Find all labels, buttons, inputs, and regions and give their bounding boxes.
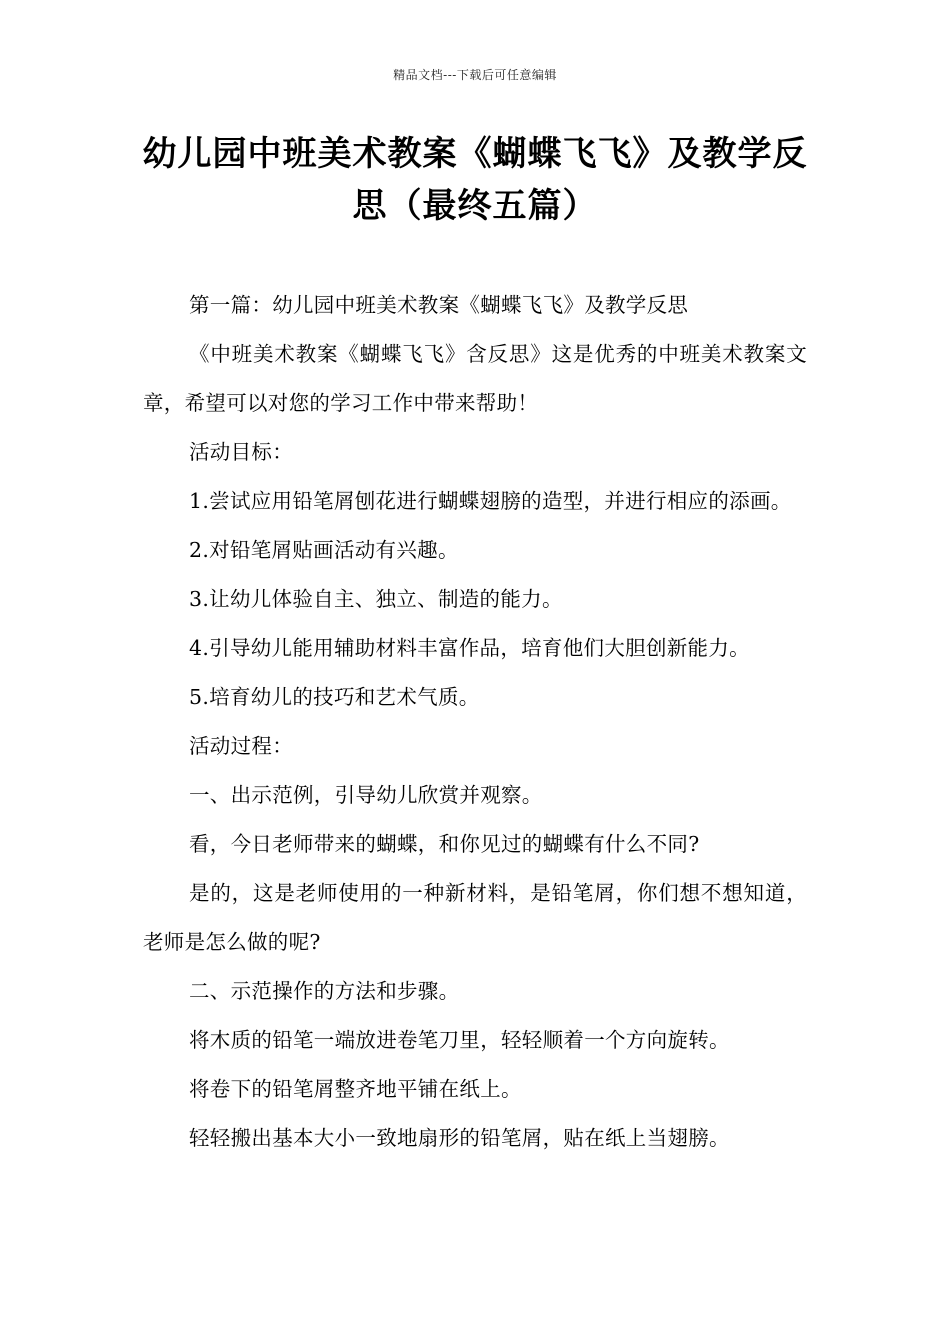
- process-step-heading: 二、示范操作的方法和步骤。: [189, 979, 460, 1003]
- document-title: 幼儿园中班美术教案《蝴蝶飞飞》及教学反思（最终五篇）: [142, 134, 808, 226]
- process-heading: 活动过程：: [189, 734, 293, 758]
- intro-paragraph: 《中班美术教案《蝴蝶飞飞》含反思》这是优秀的中班美术教案文章，希望可以对您的学习工作中带来帮助！: [143, 342, 807, 415]
- body-paragraph: 是的，这是老师使用的一种新材料，是铅笔屑，你们想不想知道，老师是怎么做的呢?: [143, 881, 807, 954]
- body-paragraph: 将木质的铅笔一端放进卷笔刀里，轻轻顺着一个方向旋转。: [189, 1028, 730, 1052]
- goal-item: 5.培育幼儿的技巧和艺术气质。: [189, 685, 480, 709]
- goals-heading: 活动目标：: [189, 440, 293, 464]
- goal-item: 1.尝试应用铅笔屑刨花进行蝴蝶翅膀的造型，并进行相应的添画。: [189, 489, 792, 513]
- page-header-note: 精品文档---下载后可任意编辑: [393, 68, 557, 82]
- body-paragraph: 轻轻搬出基本大小一致地扇形的铅笔屑，贴在纸上当翅膀。: [189, 1126, 730, 1150]
- body-paragraph: 看，今日老师带来的蝴蝶，和你见过的蝴蝶有什么不同?: [189, 832, 700, 856]
- goal-item: 3.让幼儿体验自主、独立、制造的能力。: [189, 587, 563, 611]
- goal-item: 2.对铅笔屑贴画活动有兴趣。: [189, 538, 459, 562]
- goal-item: 4.引导幼儿能用辅助材料丰富作品，培育他们大胆创新能力。: [189, 636, 750, 660]
- body-paragraph: 将卷下的铅笔屑整齐地平铺在纸上。: [189, 1077, 522, 1101]
- section-heading: 第一篇：幼儿园中班美术教案《蝴蝶飞飞》及教学反思: [189, 293, 689, 317]
- process-step-heading: 一、出示范例，引导幼儿欣赏并观察。: [189, 783, 543, 807]
- document-body: [143, 281, 807, 1163]
